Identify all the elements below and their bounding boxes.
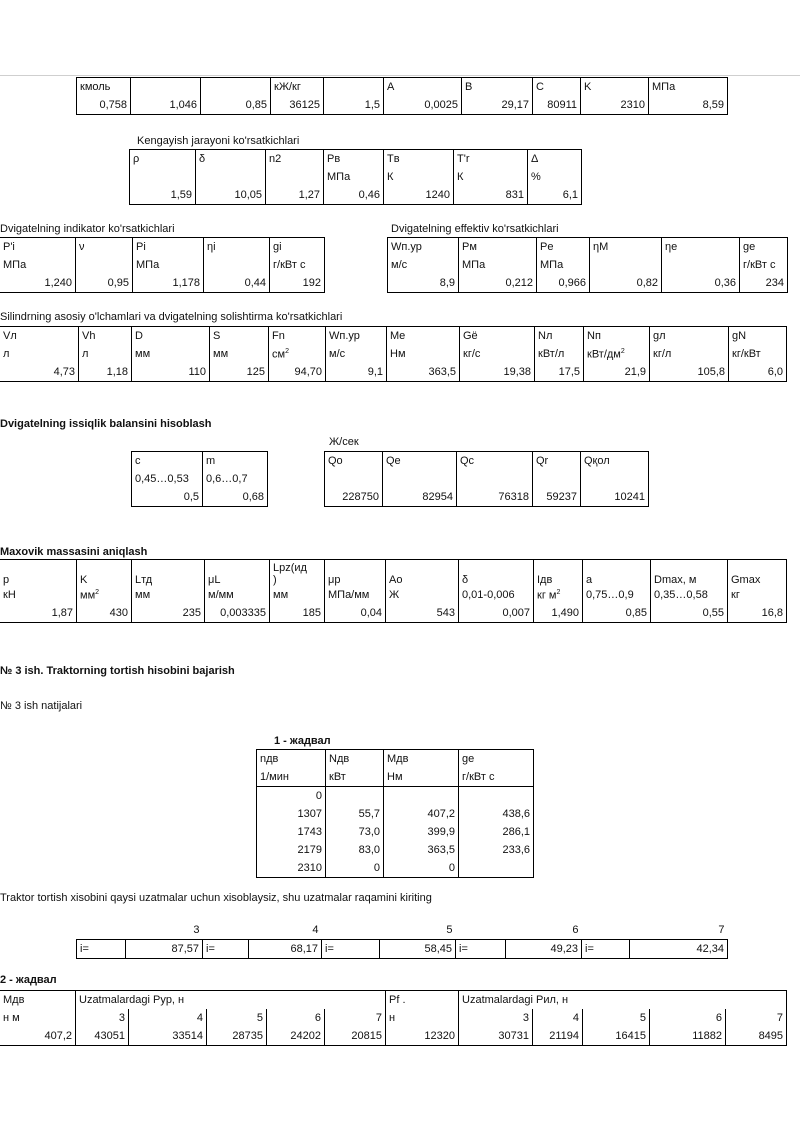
unit-cell [204, 256, 270, 274]
unit-cell: кг [728, 586, 787, 604]
traction-table [0, 990, 787, 1046]
header-cell: Lpz(ид ) [270, 560, 325, 587]
unit-cell: МПа [0, 256, 76, 274]
unit-cell: К [384, 168, 454, 186]
unit-cell: г/кВт с [270, 256, 325, 274]
gear-ratio: 87,57 [126, 940, 203, 959]
i-label: i= [582, 940, 630, 959]
gear-ratio: 58,45 [380, 940, 456, 959]
value-cell: 228750 [325, 488, 383, 507]
unit-cell: м/с [326, 345, 387, 363]
value-cell: 399,9 [384, 823, 459, 841]
value-cell: 0,966 [537, 274, 590, 293]
header-cell: Lтд [132, 560, 205, 587]
value-cell: 0 [257, 787, 326, 806]
header-cell: Nп [584, 327, 650, 346]
gear-number: 4 [312, 924, 319, 936]
table2-title: 2 - жадвал [0, 974, 57, 986]
unit-cell: кг/л [650, 345, 729, 363]
header-cell: P'i [0, 238, 76, 257]
value-cell: 286,1 [459, 823, 534, 841]
value-cell: 73,0 [326, 823, 384, 841]
unit-cell: кг/с [460, 345, 535, 363]
header-cell: Pf . [386, 991, 459, 1010]
header-cell: Vл [0, 327, 79, 346]
value-cell: 0 [326, 859, 384, 878]
header-cell: K [581, 78, 649, 97]
unit-cell: $см^2$ [269, 345, 326, 363]
unit-cell: 3 [459, 1009, 533, 1027]
header-cell: кмоль [77, 78, 131, 97]
spacer-cell [77, 921, 126, 940]
header-cell: δ [196, 150, 266, 169]
work3-subtitle: № 3 ish natijalari [0, 700, 83, 712]
value-cell: 19,38 [460, 363, 535, 382]
value-cell: 83,0 [326, 841, 384, 859]
header-cell: Uzatmalardagi Pил, н [459, 991, 787, 1010]
value-cell: 1,27 [266, 186, 324, 205]
value-cell: 10241 [581, 488, 649, 507]
value-cell: 192 [270, 274, 325, 293]
unit-cell: МПа [537, 256, 590, 274]
header-cell: n2 [266, 150, 324, 169]
unit-cell: кВт/л [535, 345, 584, 363]
header-cell: ge [459, 750, 534, 769]
value-cell: 94,70 [269, 363, 326, 382]
expansion-table [129, 149, 582, 205]
header-cell: gN [729, 327, 787, 346]
header-cell: ηi [204, 238, 270, 257]
header-cell: a [583, 560, 651, 587]
header-cell: Nл [535, 327, 584, 346]
unit-cell: 0,35…0,58 [651, 586, 728, 604]
value-cell: 1743 [257, 823, 326, 841]
unit-cell [196, 168, 266, 186]
header-cell: Tв [384, 150, 454, 169]
value-cell: 0,68 [203, 488, 268, 507]
header-cell: gi [270, 238, 325, 257]
heat-balance-title: Dvigatelning issiqlik balansini hisoblash [0, 418, 212, 430]
gear-ratio: 68,17 [249, 940, 322, 959]
i-label: i= [322, 940, 380, 959]
value-cell: 4,73 [0, 363, 79, 382]
unit-cell: 0,75…0,9 [583, 586, 651, 604]
gears-prompt: Traktor tortish xisobini qaysi uzatmalar uchun xisoblaysiz, shu uzatmalar raqamini kiriting [0, 892, 432, 904]
cylinder-table [0, 326, 787, 382]
header-cell: ηe [662, 238, 740, 257]
unit-cell: н м [0, 1009, 76, 1027]
value-cell: 185 [270, 604, 325, 623]
value-cell: 8495 [726, 1027, 787, 1046]
spacer-cell [203, 921, 249, 940]
value-cell: 33514 [129, 1027, 207, 1046]
header-cell: Wп.ур [326, 327, 387, 346]
header-cell: p [0, 560, 77, 587]
value-cell: 0,212 [459, 274, 537, 293]
header-cell: Mдв [384, 750, 459, 769]
value-cell: 125 [210, 363, 269, 382]
header-cell: Pм [459, 238, 537, 257]
header-cell: Pe [537, 238, 590, 257]
unit-cell: МПа [459, 256, 537, 274]
value-cell: 17,5 [535, 363, 584, 382]
value-cell: 11882 [650, 1027, 726, 1046]
unit-cell: Нм [384, 768, 459, 787]
unit-cell [76, 256, 133, 274]
value-cell: 1,490 [534, 604, 583, 623]
value-cell: 0,003335 [205, 604, 270, 623]
value-cell: 430 [77, 604, 132, 623]
value-cell: 110 [132, 363, 210, 382]
header-cell: Qo [325, 452, 383, 471]
value-cell: 0,04 [325, 604, 386, 623]
header-cell: Δ [528, 150, 582, 169]
value-cell: 24202 [267, 1027, 325, 1046]
value-cell [384, 787, 459, 806]
value-cell: 1,5 [324, 96, 384, 115]
range-cell: 0,6…0,7 [203, 470, 268, 488]
unit-cell: кН [0, 586, 77, 604]
value-cell: 1240 [384, 186, 454, 205]
header-cell: Me [387, 327, 460, 346]
flywheel-table [0, 559, 787, 623]
value-cell: 0,758 [77, 96, 131, 115]
value-cell: 20815 [325, 1027, 386, 1046]
header-cell: ρ [130, 150, 196, 169]
value-cell: 29,17 [462, 96, 533, 115]
empty-cell [383, 470, 457, 488]
flywheel-title: Maxovik massasini aniqlash [0, 546, 148, 558]
effective-table [387, 237, 788, 293]
value-cell: 21,9 [584, 363, 650, 382]
header-cell [201, 78, 271, 97]
unit-cell: мм [132, 586, 205, 604]
value-cell: 8,59 [649, 96, 728, 115]
unit-cell: % [528, 168, 582, 186]
value-cell: 8,9 [388, 274, 459, 293]
header-cell [131, 78, 201, 97]
header-cell: Gё [460, 327, 535, 346]
unit-cell: 4 [129, 1009, 207, 1027]
header-cell: Ao [386, 560, 459, 587]
value-cell: 363,5 [387, 363, 460, 382]
header-cell: Wп.ур [388, 238, 459, 257]
unit-cell: 5 [207, 1009, 267, 1027]
header-cell: Iдв [534, 560, 583, 587]
unit-cell: г/кВт с [740, 256, 788, 274]
header-cell: S [210, 327, 269, 346]
header-cell: A [384, 78, 462, 97]
header-cell: T'r [454, 150, 528, 169]
unit-cell: н [386, 1009, 459, 1027]
value-cell: 1,18 [79, 363, 132, 382]
value-cell: 0,46 [324, 186, 384, 205]
value-cell: 438,6 [459, 805, 534, 823]
value-cell: 0,0025 [384, 96, 462, 115]
header-cell: ν [76, 238, 133, 257]
value-cell: 6,0 [729, 363, 787, 382]
header-cell: Qc [457, 452, 533, 471]
value-cell: 2310 [257, 859, 326, 878]
unit-cell: 4 [533, 1009, 583, 1027]
header-cell: gл [650, 327, 729, 346]
header-cell: Gmax [728, 560, 787, 587]
value-cell: 0 [384, 859, 459, 878]
value-cell: 55,7 [326, 805, 384, 823]
header-cell: Nдв [326, 750, 384, 769]
unit-cell: МПа [133, 256, 204, 274]
work3-title: № 3 ish. Traktorning tortish hisobini bajarish [0, 665, 235, 677]
header-cell: Qr [533, 452, 581, 471]
value-cell: 16,8 [728, 604, 787, 623]
value-cell: 0,36 [662, 274, 740, 293]
value-cell: 407,2 [0, 1027, 76, 1046]
unit-cell [590, 256, 662, 274]
gear-number: 3 [193, 924, 200, 936]
value-cell: 831 [454, 186, 528, 205]
header-cell: МПа [649, 78, 728, 97]
unit-cell: л [0, 345, 79, 363]
value-cell: 105,8 [650, 363, 729, 382]
unit-cell: г/кВт с [459, 768, 534, 787]
unit-cell: л [79, 345, 132, 363]
unit-cell: 3 [76, 1009, 129, 1027]
gear-ratio: 42,34 [630, 940, 728, 959]
header-cell: ge [740, 238, 788, 257]
value-cell: 1307 [257, 805, 326, 823]
value-cell: 16415 [583, 1027, 650, 1046]
expansion-caption: Kengayish jarayoni ko'rsatkichlari [137, 135, 300, 147]
value-cell: 1,178 [133, 274, 204, 293]
value-cell: 82954 [383, 488, 457, 507]
header-cell: μp [325, 560, 386, 587]
value-cell: 0,95 [76, 274, 133, 293]
header-cell: D [132, 327, 210, 346]
value-cell: 28735 [207, 1027, 267, 1046]
unit-cell: 7 [325, 1009, 386, 1027]
header-cell [324, 78, 384, 97]
value-cell: 1,59 [130, 186, 196, 205]
unit-cell: 0,01-0,006 [459, 586, 534, 604]
value-cell: 12320 [386, 1027, 459, 1046]
value-cell: 1,046 [131, 96, 201, 115]
empty-cell [581, 470, 649, 488]
value-cell [459, 859, 534, 878]
effective-caption: Dvigatelning effektiv ko'rsatkichlari [391, 223, 559, 235]
header-cell: K [77, 560, 132, 587]
value-cell: 363,5 [384, 841, 459, 859]
value-cell: 0,55 [651, 604, 728, 623]
i-label: i= [456, 940, 506, 959]
unit-cell: мм [132, 345, 210, 363]
top-rule [0, 75, 800, 76]
value-cell: 543 [386, 604, 459, 623]
spacer-cell [582, 921, 630, 940]
header-cell: C [533, 78, 581, 97]
thermal-params-table [76, 77, 728, 115]
unit-cell: кВт/$дм^2$ [584, 345, 650, 363]
unit-cell: МПа [324, 168, 384, 186]
value-cell: 76318 [457, 488, 533, 507]
header-cell: ηM [590, 238, 662, 257]
value-cell: 0,44 [204, 274, 270, 293]
header-cell: δ [459, 560, 534, 587]
range-cell: 0,45…0,53 [132, 470, 203, 488]
unit-cell [662, 256, 740, 274]
unit-cell: 6 [650, 1009, 726, 1027]
spacer-cell [456, 921, 506, 940]
unit-cell: Ж [386, 586, 459, 604]
header-cell: nдв [257, 750, 326, 769]
gear-number: 7 [718, 924, 725, 936]
gear-ratio: 49,23 [506, 940, 582, 959]
unit-cell: кг/кВт [729, 345, 787, 363]
unit-cell: $мм^2$ [77, 586, 132, 604]
header-cell: Pi [133, 238, 204, 257]
value-cell: 0,5 [132, 488, 203, 507]
value-cell: 36125 [271, 96, 324, 115]
gear-number: 5 [446, 924, 453, 936]
i-label: i= [77, 940, 126, 959]
value-cell: 80911 [533, 96, 581, 115]
header-cell: μL [205, 560, 270, 587]
unit-cell: мм [270, 586, 325, 604]
header-cell: c [132, 452, 203, 471]
unit-cell: МПа/мм [325, 586, 386, 604]
cylinder-caption: Silindrning asosiy o'lchamlari va dvigatelning solishtirma ko'rsatkichlari [0, 311, 343, 323]
empty-cell [457, 470, 533, 488]
spacer-cell [322, 921, 380, 940]
value-cell: 59237 [533, 488, 581, 507]
unit-cell: К [454, 168, 528, 186]
value-cell: 0,85 [583, 604, 651, 623]
unit-cell: мм [210, 345, 269, 363]
heat-balance-cm-table [131, 451, 268, 507]
header-cell: Qe [383, 452, 457, 471]
value-cell: 21194 [533, 1027, 583, 1046]
engine-speed-table [256, 749, 534, 878]
table1-title: 1 - жадвал [274, 735, 331, 747]
value-cell: 233,6 [459, 841, 534, 859]
gear-number: 6 [572, 924, 579, 936]
value-cell: 43051 [76, 1027, 129, 1046]
header-cell: Qқол [581, 452, 649, 471]
indicator-caption: Dvigatelning indikator ko'rsatkichlari [0, 223, 175, 235]
value-cell: 6,1 [528, 186, 582, 205]
heat-balance-q-table [324, 451, 649, 507]
unit-cell: 5 [583, 1009, 650, 1027]
unit-cell: 6 [267, 1009, 325, 1027]
header-cell: Vh [79, 327, 132, 346]
unit-cell [266, 168, 324, 186]
value-cell [326, 787, 384, 806]
header-cell: m [203, 452, 268, 471]
unit-cell: м/мм [205, 586, 270, 604]
unit-cell [130, 168, 196, 186]
value-cell: 235 [132, 604, 205, 623]
unit-cell: Нм [387, 345, 460, 363]
unit-cell: м/с [388, 256, 459, 274]
unit-cell: кг $м^2$ [534, 586, 583, 604]
header-cell: B [462, 78, 533, 97]
value-cell: 407,2 [384, 805, 459, 823]
value-cell: 30731 [459, 1027, 533, 1046]
header-cell: Fn [269, 327, 326, 346]
value-cell: 9,1 [326, 363, 387, 382]
i-label: i= [203, 940, 249, 959]
empty-cell [533, 470, 581, 488]
header-cell: Mдв [0, 991, 76, 1010]
gear-ratio-table [76, 921, 728, 959]
header-cell: Uzatmalardagi Pyp, н [76, 991, 386, 1010]
value-cell: 1,240 [0, 274, 76, 293]
value-cell: 10,05 [196, 186, 266, 205]
value-cell: 0,85 [201, 96, 271, 115]
value-cell: 2179 [257, 841, 326, 859]
value-cell [459, 787, 534, 806]
unit-cell: 7 [726, 1009, 787, 1027]
value-cell: 2310 [581, 96, 649, 115]
value-cell: 0,82 [590, 274, 662, 293]
value-cell: 1,87 [0, 604, 77, 623]
indicator-table [0, 237, 325, 293]
value-cell: 0,007 [459, 604, 534, 623]
unit-cell: кВт [326, 768, 384, 787]
header-cell: кЖ/кг [271, 78, 324, 97]
heat-balance-unit: Ж/сек [329, 436, 359, 448]
unit-cell: 1/мин [257, 768, 326, 787]
header-cell: Pв [324, 150, 384, 169]
header-cell: Dmax, м [651, 560, 728, 587]
empty-cell [325, 470, 383, 488]
value-cell: 234 [740, 274, 788, 293]
